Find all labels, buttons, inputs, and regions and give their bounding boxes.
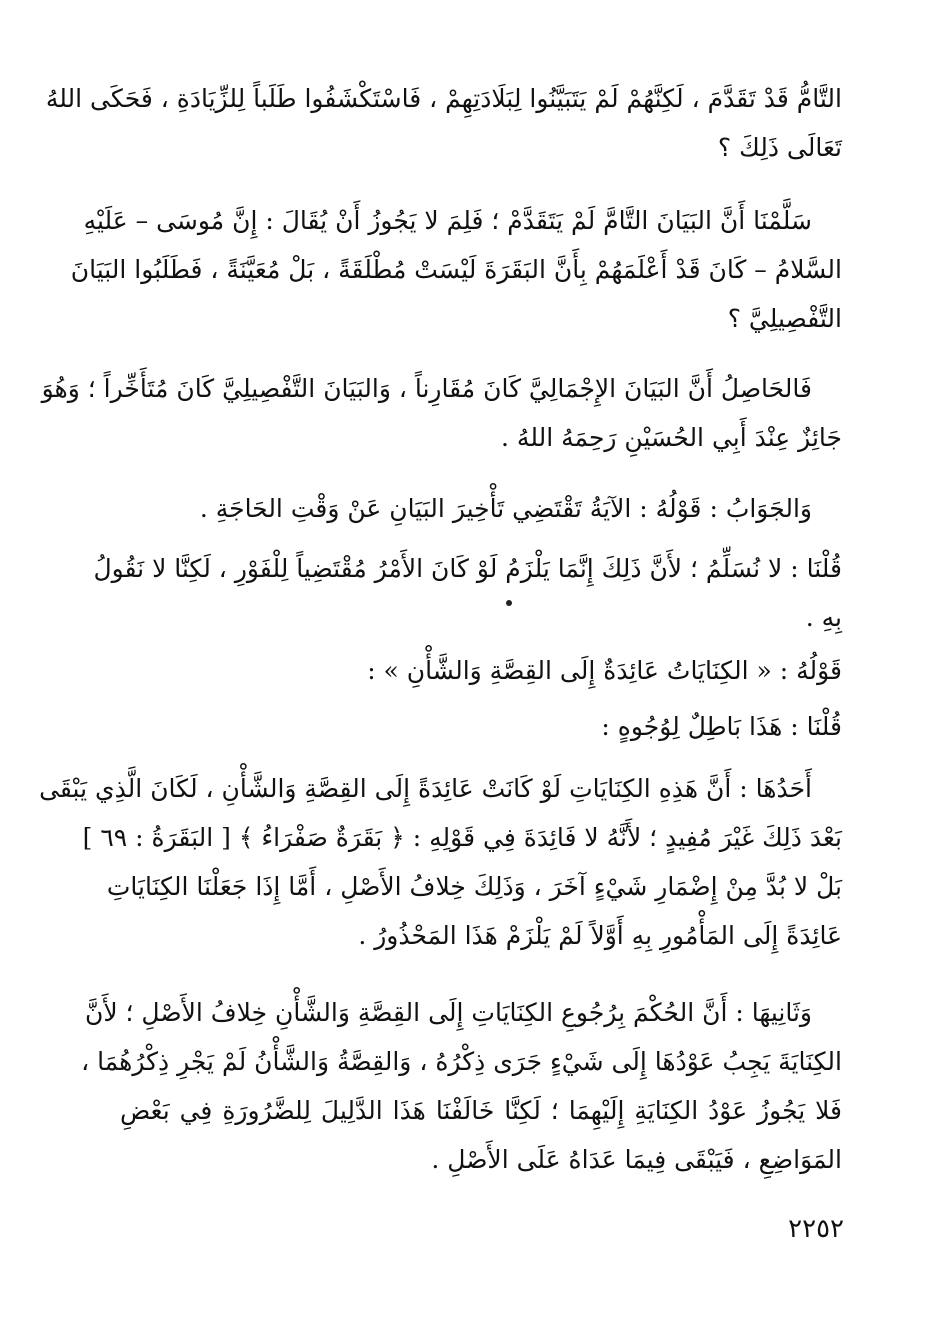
paragraph-6 <box>120 646 842 695</box>
stray-dot <box>506 600 512 606</box>
text-line: المَوَاضِعِ ، فَيَبْقَى فِيمَا عَدَاهُ عَلَى الأَصْلِ . <box>431 1145 842 1174</box>
paragraph-1 <box>45 74 842 172</box>
paragraph-8 <box>39 764 842 960</box>
text-line: أَحَدُهَا : أَنَّ هَذِهِ الكِنَايَاتِ لَوْ كَانَتْ عَائِدَةً إِلَى القِصَّةِ وَالشَّأْنِ ، لَكَانَ الَّذِي يَبْقَى <box>39 774 812 803</box>
text-line: بَلْ لا بُدَّ مِنْ إِضْمَارِ شَيْءٍ آخَرَ ، وَذَلِكَ خِلافُ الأَصْلِ ، أَمَّا إِذَا جَعَلْنَا الكِنَايَاتِ <box>106 872 842 901</box>
paragraph-7 <box>120 702 842 751</box>
page-number: ٢٢٥٢ <box>788 1214 844 1244</box>
text-line: وَالجَوَابُ : قَوْلُهُ : الآيَةُ تَقْتَضِي تَأْخِيرَ البَيَانِ عَنْ وَقْتِ الحَاجَةِ . <box>199 494 812 523</box>
paragraph-9 <box>81 988 842 1184</box>
text-line: عَائِدَةً إِلَى المَأْمُورِ بِهِ أَوَّلاً لَمْ يَلْزَمْ هَذَا المَحْذُورُ . <box>358 921 842 950</box>
paragraph-5 <box>93 544 842 642</box>
text-line: تَعَالَى ذَلِكَ ؟ <box>717 133 842 162</box>
paragraph-4 <box>120 484 842 533</box>
text-line: جَائِزٌ عِنْدَ أَبِي الحُسَيْنِ رَحِمَهُ اللهُ . <box>501 423 842 452</box>
text-line: التَّامُّ قَدْ تَقَدَّمَ ، لَكِنَّهُمْ لَمْ يَتَبَيَّنُوا لِبَلَادَتِهِمْ ، فَاسْتَكْشَفُوا طَلَباً لِلزِّيَادَةِ ، فَحَكَى اللهُ <box>45 84 842 113</box>
text-line: السَّلامُ – كَانَ قَدْ أَعْلَمَهُمْ بِأَنَّ البَقَرَةَ لَيْسَتْ مُطْلَقَةً ، بَلْ مُعَيَّنَةً ، فَطَلَبُوا البَيَانَ <box>70 255 842 284</box>
text-line: قَوْلُهُ : « الكِنَايَاتُ عَائِدَةٌ إِلَى القِصَّةِ وَالشَّأْنِ » : <box>367 656 842 685</box>
paragraph-2 <box>70 196 842 343</box>
text-line: وَثَانِيهَا : أَنَّ الحُكْمَ بِرُجُوعِ الكِنَايَاتِ إِلَى القِصَّةِ وَالشَّأْنِ خِلافُ الأَصْلِ ؛ لأَنَّ <box>84 998 812 1027</box>
text-line: بِهِ . <box>805 603 842 632</box>
text-line: قُلْنَا : هَذَا بَاطِلٌ لِوُجُوهٍ : <box>601 712 842 741</box>
text-line: التَّفْصِيلِيَّ ؟ <box>727 304 842 333</box>
text-line: قُلْنَا : لا نُسَلِّمُ ؛ لأَنَّ ذَلِكَ إِنَّمَا يَلْزَمُ لَوْ كَانَ الأَمْرُ مُقْتَضِياً لِلْفَوْرِ ، لَكِنَّا لا نَقُولُ <box>93 554 842 583</box>
text-line: فَالحَاصِلُ أَنَّ البَيَانَ الإِجْمَالِيَّ كَانَ مُقَارِناً ، وَالبَيَانَ التَّفْصِيلِيَّ كَانَ مُتَأَخِّراً ؛ وَهُوَ <box>41 374 812 403</box>
text-line: سَلَّمْنَا أَنَّ البَيَانَ التَّامَّ لَمْ يَتَقَدَّمْ ؛ فَلِمَ لا يَجُوزُ أَنْ يُقَالَ : إِنَّ مُوسَى – عَلَيْهِ <box>83 206 812 235</box>
paragraph-3 <box>41 364 842 462</box>
text-line: الكِنَايَةَ يَجِبُ عَوْدُهَا إِلَى شَيْءٍ جَرَى ذِكْرُهُ ، وَالقِصَّةُ وَالشَّأْنُ لَمْ يَجْرِ ذِكْرُهُمَا ، <box>81 1047 842 1076</box>
text-line: فَلا يَجُوزُ عَوْدُ الكِنَايَةِ إِلَيْهِمَا ؛ لَكِنَّا خَالَفْنَا هَذَا الدَّلِيلَ لِلضَّرُورَةِ فِي بَعْضِ <box>120 1096 842 1125</box>
text-line: بَعْدَ ذَلِكَ غَيْرَ مُفِيدٍ ؛ لأَنَّهُ لا فَائِدَةَ فِي قَوْلِهِ : ﴿ بَقَرَةٌ صَفْرَاءُ ﴾ [ البَقَرَةُ : ٦٩ ] <box>82 823 842 852</box>
